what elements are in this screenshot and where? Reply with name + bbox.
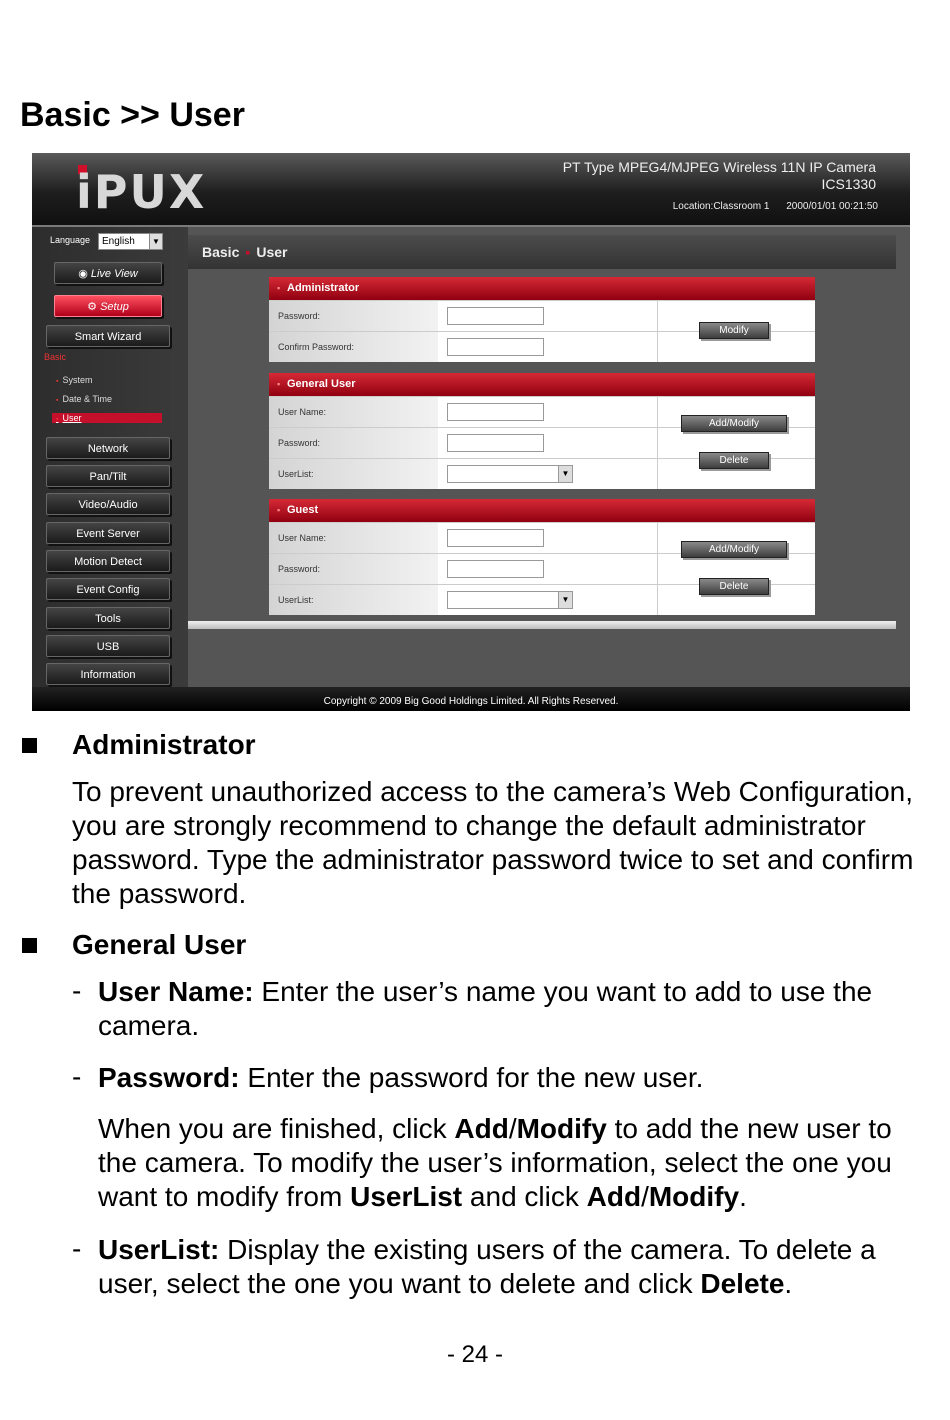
- password-description: Password: Enter the password for the new user.: [98, 1062, 704, 1093]
- sidebar-item-system[interactable]: ▪ System: [56, 375, 93, 385]
- general-userlist-label: UserList:: [269, 459, 438, 489]
- square-bullet-icon: [22, 738, 37, 753]
- guest-panel: [269, 499, 815, 615]
- password-term: Password:: [98, 1062, 240, 1093]
- admin-confirm-input[interactable]: [447, 338, 544, 356]
- product-line-1: PT Type MPEG4/MJPEG Wireless 11N IP Camera: [562, 159, 876, 175]
- square-bullet-icon: [22, 938, 37, 953]
- content-area: [188, 227, 910, 687]
- list-dash: -: [72, 975, 82, 1006]
- nav-network[interactable]: Network: [46, 437, 170, 459]
- basic-label: Basic: [44, 352, 67, 362]
- guest-userlist-select[interactable]: [447, 591, 573, 609]
- chevron-down-icon: ▼: [558, 466, 572, 482]
- administrator-paragraph: To prevent unauthorized access to the camera’s Web Configuration, you are strongly recommend to change the default administrator password. Type the administrator password twice to set and confirm the password.: [72, 776, 914, 909]
- guest-panel-title: ▪ Guest: [269, 499, 815, 522]
- username-term: User Name:: [98, 976, 254, 1007]
- nav-motion-detect[interactable]: Motion Detect: [46, 550, 170, 572]
- general-username-input[interactable]: [447, 403, 544, 421]
- username-description: User Name: Enter the user’s name you want to add to use the camera.: [98, 976, 873, 1041]
- general-user-panel: [269, 373, 815, 489]
- general-password-label: Password:: [269, 428, 438, 458]
- administrator-heading: Administrator: [72, 729, 256, 760]
- admin-confirm-label: Confirm Password:: [269, 332, 438, 362]
- content-breadcrumb: [188, 235, 896, 269]
- guest-username-label: User Name:: [269, 523, 438, 553]
- nav-event-config[interactable]: Event Config: [46, 578, 170, 600]
- admin-password-input[interactable]: [447, 307, 544, 325]
- general-add-modify-button[interactable]: Add/Modify: [681, 415, 787, 432]
- language-label: Language: [50, 235, 91, 245]
- nav-tools[interactable]: Tools: [46, 607, 170, 629]
- nav-pan-tilt[interactable]: Pan/Tilt: [46, 465, 170, 487]
- ipux-logo: iPUX: [76, 165, 207, 219]
- sidebar-item-user[interactable]: ▪ User: [52, 413, 162, 423]
- camera-meta: [659, 201, 878, 212]
- nav-usb[interactable]: USB: [46, 635, 170, 657]
- guest-username-input[interactable]: [447, 529, 544, 547]
- chevron-down-icon: ▼: [149, 234, 162, 249]
- smart-wizard-button[interactable]: Smart Wizard: [46, 325, 170, 347]
- guest-delete-button[interactable]: Delete: [699, 578, 769, 595]
- administrator-panel-title: ▪ Administrator: [269, 277, 815, 300]
- camera-ui-screenshot: [32, 153, 910, 711]
- gear-icon: ⚙: [87, 301, 101, 313]
- userlist-term: UserList:: [98, 1234, 220, 1265]
- camera-header: [32, 153, 910, 227]
- product-model: ICS1330: [821, 176, 876, 192]
- general-password-input[interactable]: [447, 434, 544, 452]
- general-username-label: User Name:: [269, 397, 438, 427]
- list-dash: -: [72, 1233, 82, 1264]
- setup-button[interactable]: ⚙ Setup: [54, 295, 162, 317]
- userlist-description: UserList: Display the existing users of the camera. To delete a user, select the one you want to delete and click Delete.: [98, 1234, 876, 1299]
- datetime-text: 2000/01/01 00:21:50: [786, 201, 878, 212]
- general-button-column: [657, 396, 815, 489]
- guest-add-modify-button[interactable]: Add/Modify: [681, 541, 787, 558]
- guest-button-column: [657, 522, 815, 615]
- general-user-heading: General User: [72, 929, 247, 960]
- finish-paragraph: When you are finished, click Add/Modify to add the new user to the camera. To modify the user’s information, select the one you want to modify from UserList and click Add/Modify.: [98, 1113, 892, 1212]
- breadcrumb-separator-icon: ▪: [245, 244, 251, 260]
- general-user-panel-title: ▪ General User: [269, 373, 815, 396]
- guest-password-label: Password:: [269, 554, 438, 584]
- page-number: - 24 -: [446, 1341, 503, 1368]
- guest-userlist-label: UserList:: [269, 585, 438, 615]
- admin-password-label: Password:: [269, 301, 438, 331]
- nav-information[interactable]: Information: [46, 663, 170, 685]
- location-text: Location:Classroom 1: [672, 201, 770, 212]
- horizontal-scrollbar[interactable]: [188, 621, 896, 629]
- breadcrumb-section: Basic: [202, 244, 240, 260]
- language-select[interactable]: [98, 233, 163, 250]
- camera-icon: ◉: [78, 268, 91, 280]
- admin-button-column: [657, 300, 815, 362]
- administrator-panel: [269, 277, 815, 362]
- sidebar-item-date-time[interactable]: ▪ Date & Time: [56, 394, 112, 404]
- breadcrumb-page: User: [256, 244, 288, 260]
- nav-video-audio[interactable]: Video/Audio: [46, 493, 170, 515]
- sidebar: [32, 227, 188, 687]
- product-title: [563, 159, 876, 193]
- page-heading: Basic >> User: [20, 96, 245, 134]
- chevron-down-icon: ▼: [558, 592, 572, 608]
- live-view-button[interactable]: ◉ Live View: [54, 262, 162, 284]
- nav-event-server[interactable]: Event Server: [46, 522, 170, 544]
- copyright-footer: Copyright © 2009 Big Good Holdings Limited. All Rights Reserved.: [32, 687, 910, 711]
- guest-password-input[interactable]: [447, 560, 544, 578]
- list-dash: -: [72, 1061, 82, 1092]
- general-delete-button[interactable]: Delete: [699, 452, 769, 469]
- general-userlist-select[interactable]: [447, 465, 573, 483]
- modify-button[interactable]: Modify: [699, 322, 769, 339]
- language-value: English: [102, 236, 135, 247]
